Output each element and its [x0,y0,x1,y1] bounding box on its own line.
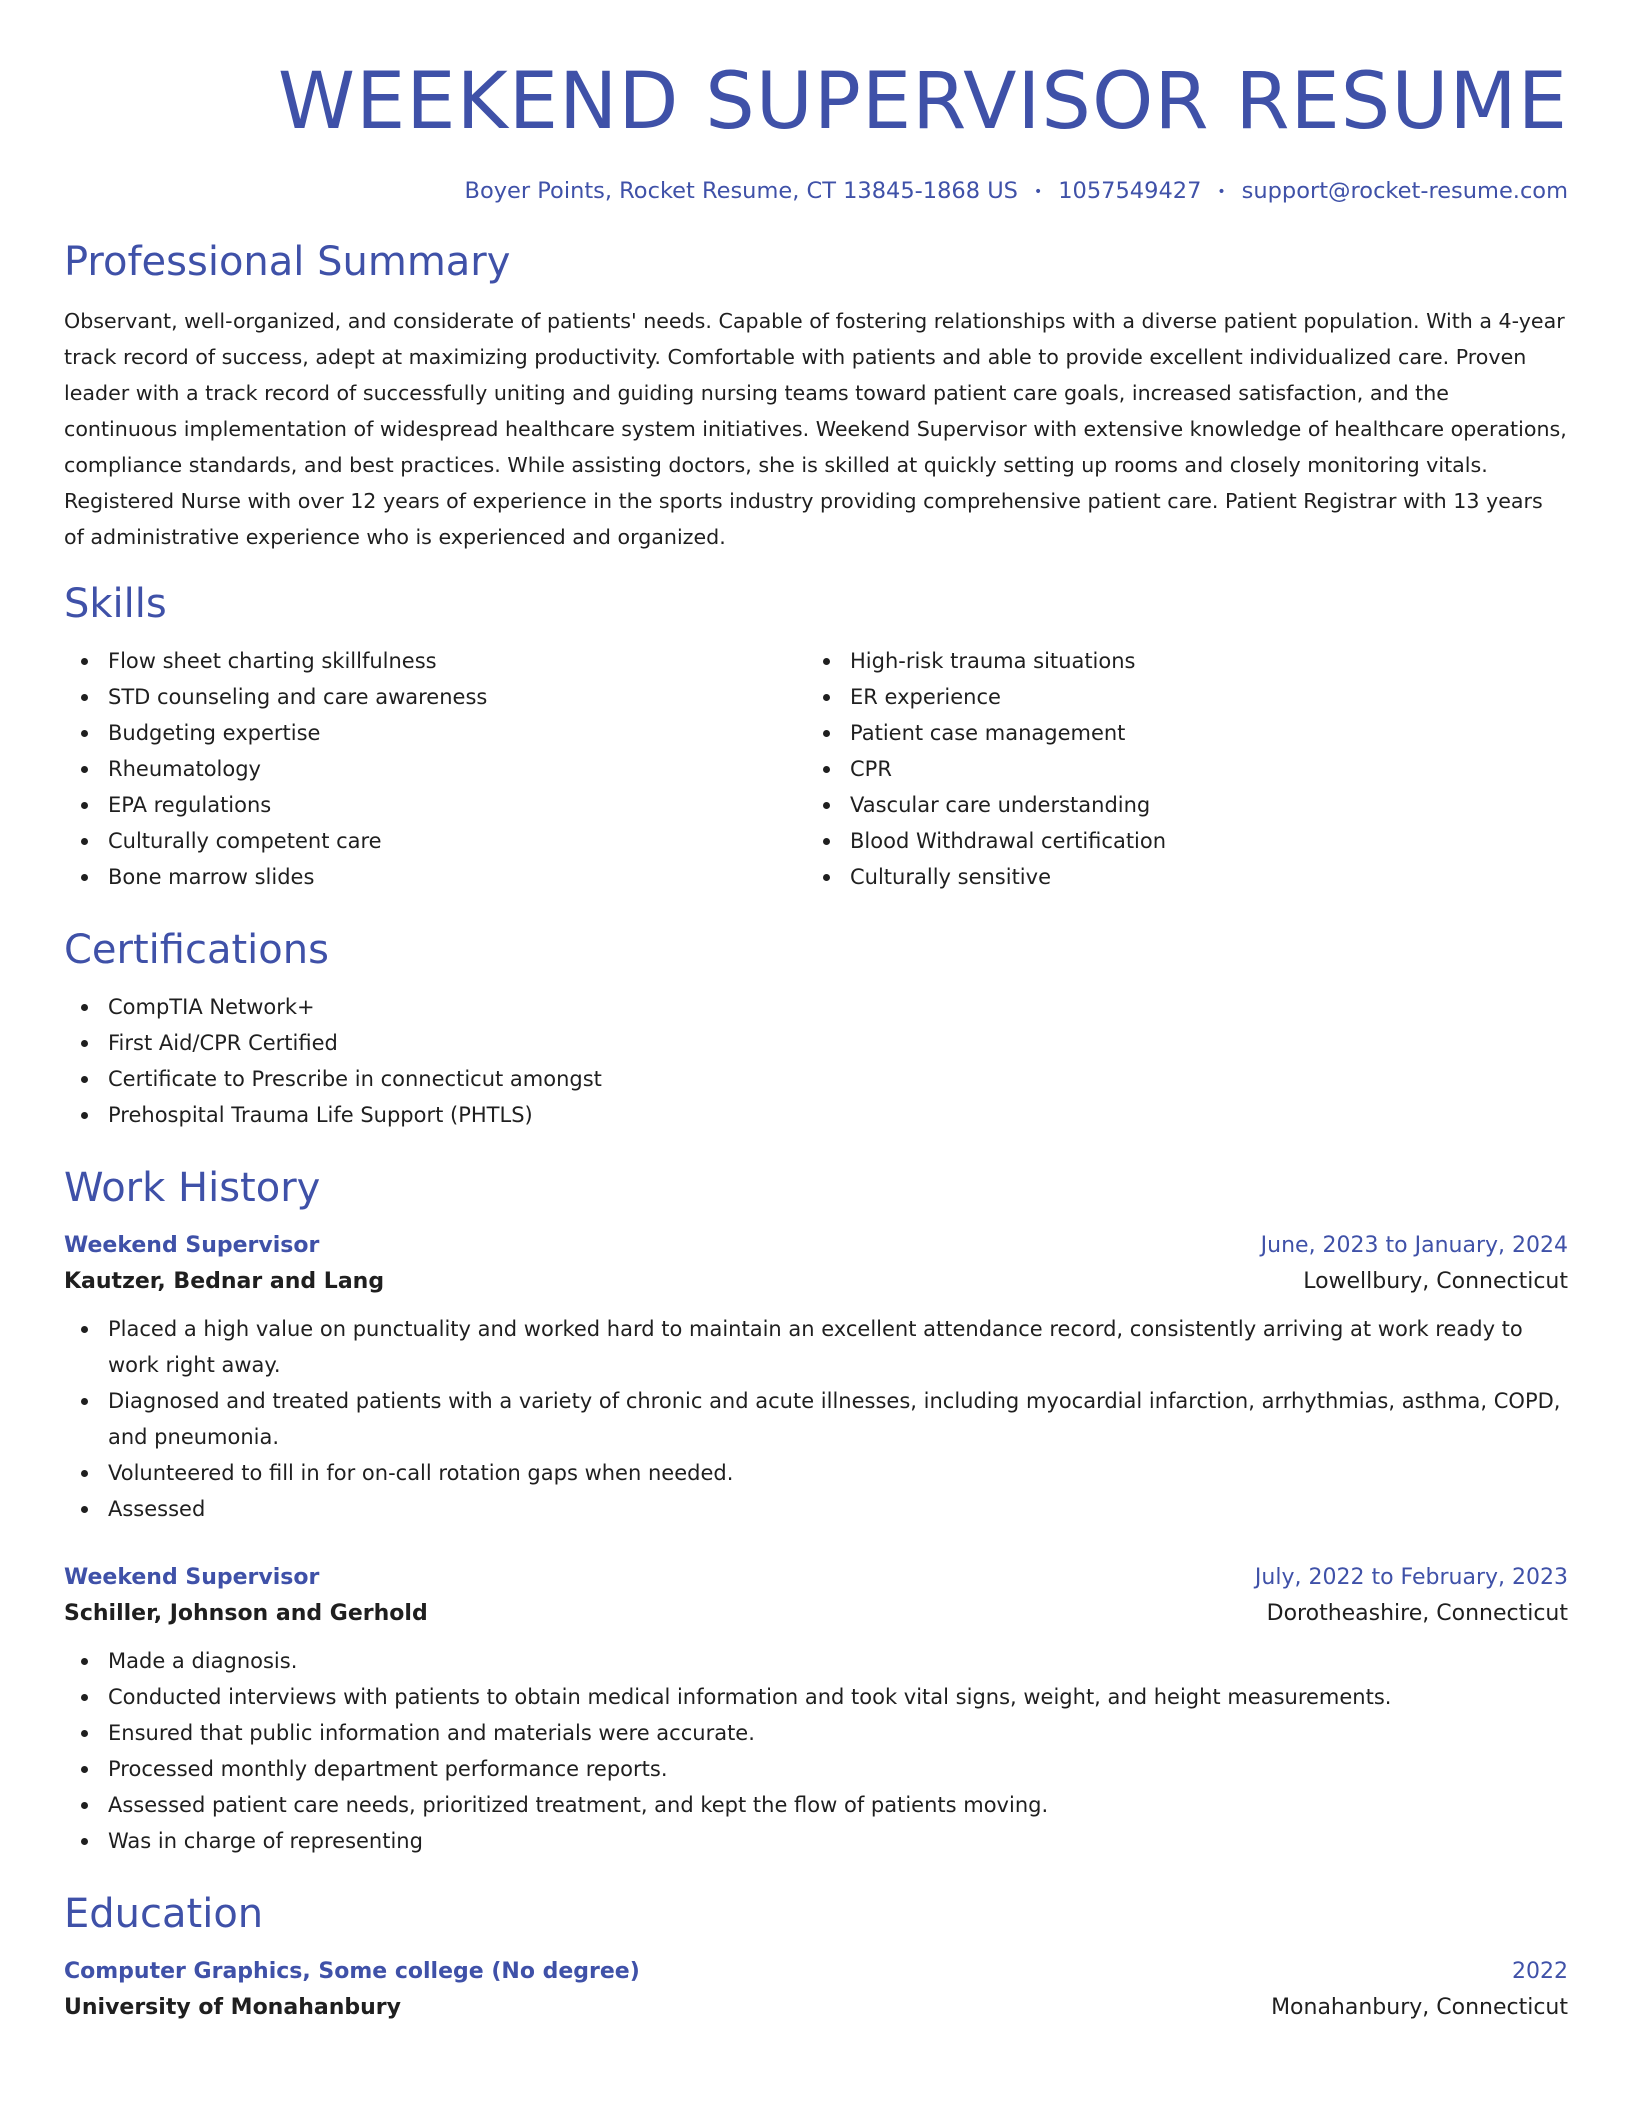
job-bullet: Assessed patient care needs, prioritized treatment, and kept the flow of patients moving. [64,1787,1568,1823]
skill-item: Flow sheet charting skillfulness [64,643,806,679]
section-title-skills: Skills [64,580,167,627]
contact-address: Boyer Points, Rocket Resume, CT 13845-1868 US [464,178,1018,204]
skill-item: Culturally sensitive [806,859,1548,895]
section-title-education: Education [64,1890,264,1937]
certification-item: Prehospital Trauma Life Support (PHTLS) [64,1097,1568,1133]
job-company: Schiller, Johnson and Gerhold [64,1600,428,1626]
job-title: Weekend Supervisor [64,1232,320,1258]
section-title-summary: Professional Summary [64,238,511,285]
job-bullet: Assessed [64,1491,1568,1527]
job-location: Dorotheashire, Connecticut [1266,1600,1568,1626]
skills-column-right [806,643,1548,895]
education-year: 2022 [1512,1958,1568,1984]
skill-item: STD counseling and care awareness [64,679,806,715]
skill-item: Culturally competent care [64,823,806,859]
section-title-certifications: Certifications [64,926,329,973]
section-title-work-history: Work History [64,1164,321,1211]
contact-line [64,176,1568,207]
skills-column-left [64,643,806,895]
skill-item: Vascular care understanding [806,787,1548,823]
skills-list [64,643,1568,895]
job-dates: June, 2023 to January, 2024 [1260,1232,1568,1258]
skill-item: Patient case management [806,715,1548,751]
contact-separator: • [1217,183,1226,200]
skill-item: Bone marrow slides [64,859,806,895]
job-location: Lowellbury, Connecticut [1303,1268,1568,1294]
skill-item: Budgeting expertise [64,715,806,751]
job-employer-row [64,1595,1568,1633]
job-bullet: Diagnosed and treated patients with a variety of chronic and acute illnesses, including myocardial infarction, arrhythmias, asthma, COPD, and pneumonia. [64,1383,1568,1455]
skill-item: Blood Withdrawal certification [806,823,1548,859]
job-header [64,1229,1568,1263]
job-bullet: Processed monthly department performance reports. [64,1751,1568,1787]
skill-item: ER experience [806,679,1548,715]
education-school: University of Monahanbury [64,1994,401,2020]
job-header [64,1561,1568,1595]
certification-item: CompTIA Network+ [64,989,1568,1025]
job-employer-row [64,1263,1568,1301]
job-bullet: Volunteered to fill in for on-call rotation gaps when needed. [64,1455,1568,1491]
education-location: Monahanbury, Connecticut [1271,1994,1568,2020]
summary-text: Observant, well-organized, and considerate of patients' needs. Capable of fostering relationships with a diverse patient population. With a 4-year track record of success, adept at maximizing productivity. Comfortable with patients and able to provide excellent individualized care. Proven leader with a track record of successfully uniting and guiding nursing teams toward patient care goals, increased satisfaction, and the continuous implementation of widespread healthcare system initiatives. Weekend Supervisor with extensive knowledge of healthcare operations, compliance standards, and best practices. While assisting doctors, she is skilled at quickly setting up rooms and closely monitoring vitals. Registered Nurse with over 12 years of experience in the sports industry providing comprehensive patient care. Patient Registrar with 13 years of administrative experience who is experienced and organized. [64,308,1567,549]
education-entry [64,1955,1568,2027]
job-bullet: Placed a high value on punctuality and worked hard to maintain an excellent attendance record, consistently arriving at work ready to work right away. [64,1311,1568,1383]
education-school-row [64,1989,1568,2027]
job-bullet: Made a diagnosis. [64,1643,1568,1679]
skill-item: CPR [806,751,1548,787]
job-bullet: Ensured that public information and materials were accurate. [64,1715,1568,1751]
job-entry [64,1561,1568,1859]
education-degree: Computer Graphics, Some college (No degree) [64,1958,640,1984]
contact-phone: 1057549427 [1058,178,1202,204]
education-header [64,1955,1568,1989]
job-dates: July, 2022 to February, 2023 [1254,1564,1568,1590]
skill-item: High-risk trauma situations [806,643,1548,679]
job-title: Weekend Supervisor [64,1564,320,1590]
certification-item: First Aid/CPR Certified [64,1025,1568,1061]
skill-item: Rheumatology [64,751,806,787]
job-entry [64,1229,1568,1527]
certifications-list [64,989,1568,1133]
contact-email: support@rocket-resume.com [1241,178,1568,204]
job-company: Kautzer, Bednar and Lang [64,1268,385,1294]
skill-item: EPA regulations [64,787,806,823]
job-bullets [64,1643,1568,1859]
job-bullets [64,1311,1568,1527]
certification-item: Certificate to Prescribe in connecticut amongst [64,1061,1568,1097]
contact-separator: • [1033,183,1043,200]
job-bullet: Was in charge of representing [64,1823,1568,1859]
job-bullet: Conducted interviews with patients to obtain medical information and took vital signs, weight, and height measurements. [64,1679,1568,1715]
resume-title: WEEKEND SUPERVISOR RESUME [277,57,1568,147]
